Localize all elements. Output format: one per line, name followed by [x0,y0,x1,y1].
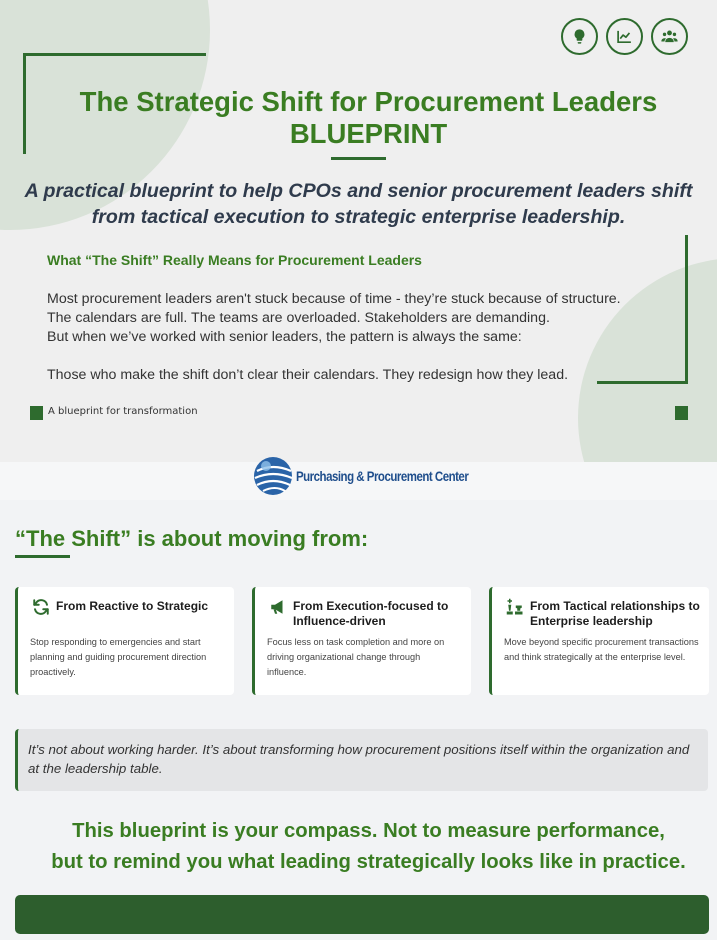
hero-section [0,0,717,462]
intro-heading: What “The Shift” Really Means for Procurement Leaders [47,252,422,268]
users-icon [651,18,688,55]
closing-line-1: This blueprint is your compass. Not to measure performance, [72,820,665,842]
shift-card-tactical-enterprise [489,587,709,695]
title-line-2: BLUEPRINT [289,118,448,149]
card-description: Stop responding to emergencies and start planning and guiding procurement direction proactively. [30,637,207,677]
card-description: Move beyond specific procurement transactions and think strategically at the enterprise level. [504,637,699,662]
shift-card-reactive-strategic [15,587,234,695]
card-title: From Reactive to Strategic [56,599,209,613]
bullhorn-icon [269,598,287,616]
closing-statement [0,816,717,878]
title-line-1: The Strategic Shift for Procurement Leaders [79,86,658,117]
lightbulb-icon [561,18,598,55]
quote-callout [15,729,708,791]
title-underline [331,157,386,160]
footer-bar [15,895,709,934]
intro-line: But when we’ve worked with senior leaders, the pattern is always the same: [47,329,522,345]
sync-icon [32,598,50,616]
chess-icon [506,598,524,616]
corner-frame-top-left [23,53,206,56]
corner-frame-bottom-right-vertical [685,235,688,384]
page-title [0,86,717,150]
caption-square-marker [30,406,43,420]
intro-body [47,290,657,385]
card-title: From Tactical relationships to Enterprise leadership [530,599,700,628]
chart-line-icon [606,18,643,55]
intro-line: The calendars are full. The teams are overloaded. Stakeholders are demanding. [47,310,550,326]
shift-heading: “The Shift” is about moving from: [15,526,369,551]
caption-text: A blueprint for transformation [48,406,198,417]
logo-text: Purchasing & Procurement Center [296,468,469,484]
shift-heading-underline [15,555,70,558]
card-title: From Execution-focused to Influence-driven [293,599,449,628]
quote-text: It’s not about working harder. It’s about transforming how procurement positions itself within the organization and at the leadership table. [28,742,690,776]
logo-globe-icon [251,455,295,497]
subtitle: A practical blueprint to help CPOs and senior procurement leaders shift from tactical execution to strategic enterprise leadership. [24,180,693,228]
shift-card-execution-influence [252,587,471,695]
corner-square-marker [675,406,688,420]
card-description: Focus less on task completion and more on driving organizational change through influence. [267,637,445,677]
closing-line-2: but to remind you what leading strategically looks like in practice. [51,851,686,873]
intro-line: Those who make the shift don’t clear their calendars. They redesign how they lead. [47,367,569,383]
intro-line: Most procurement leaders aren't stuck because of time - they’re stuck because of structure. [47,291,621,307]
